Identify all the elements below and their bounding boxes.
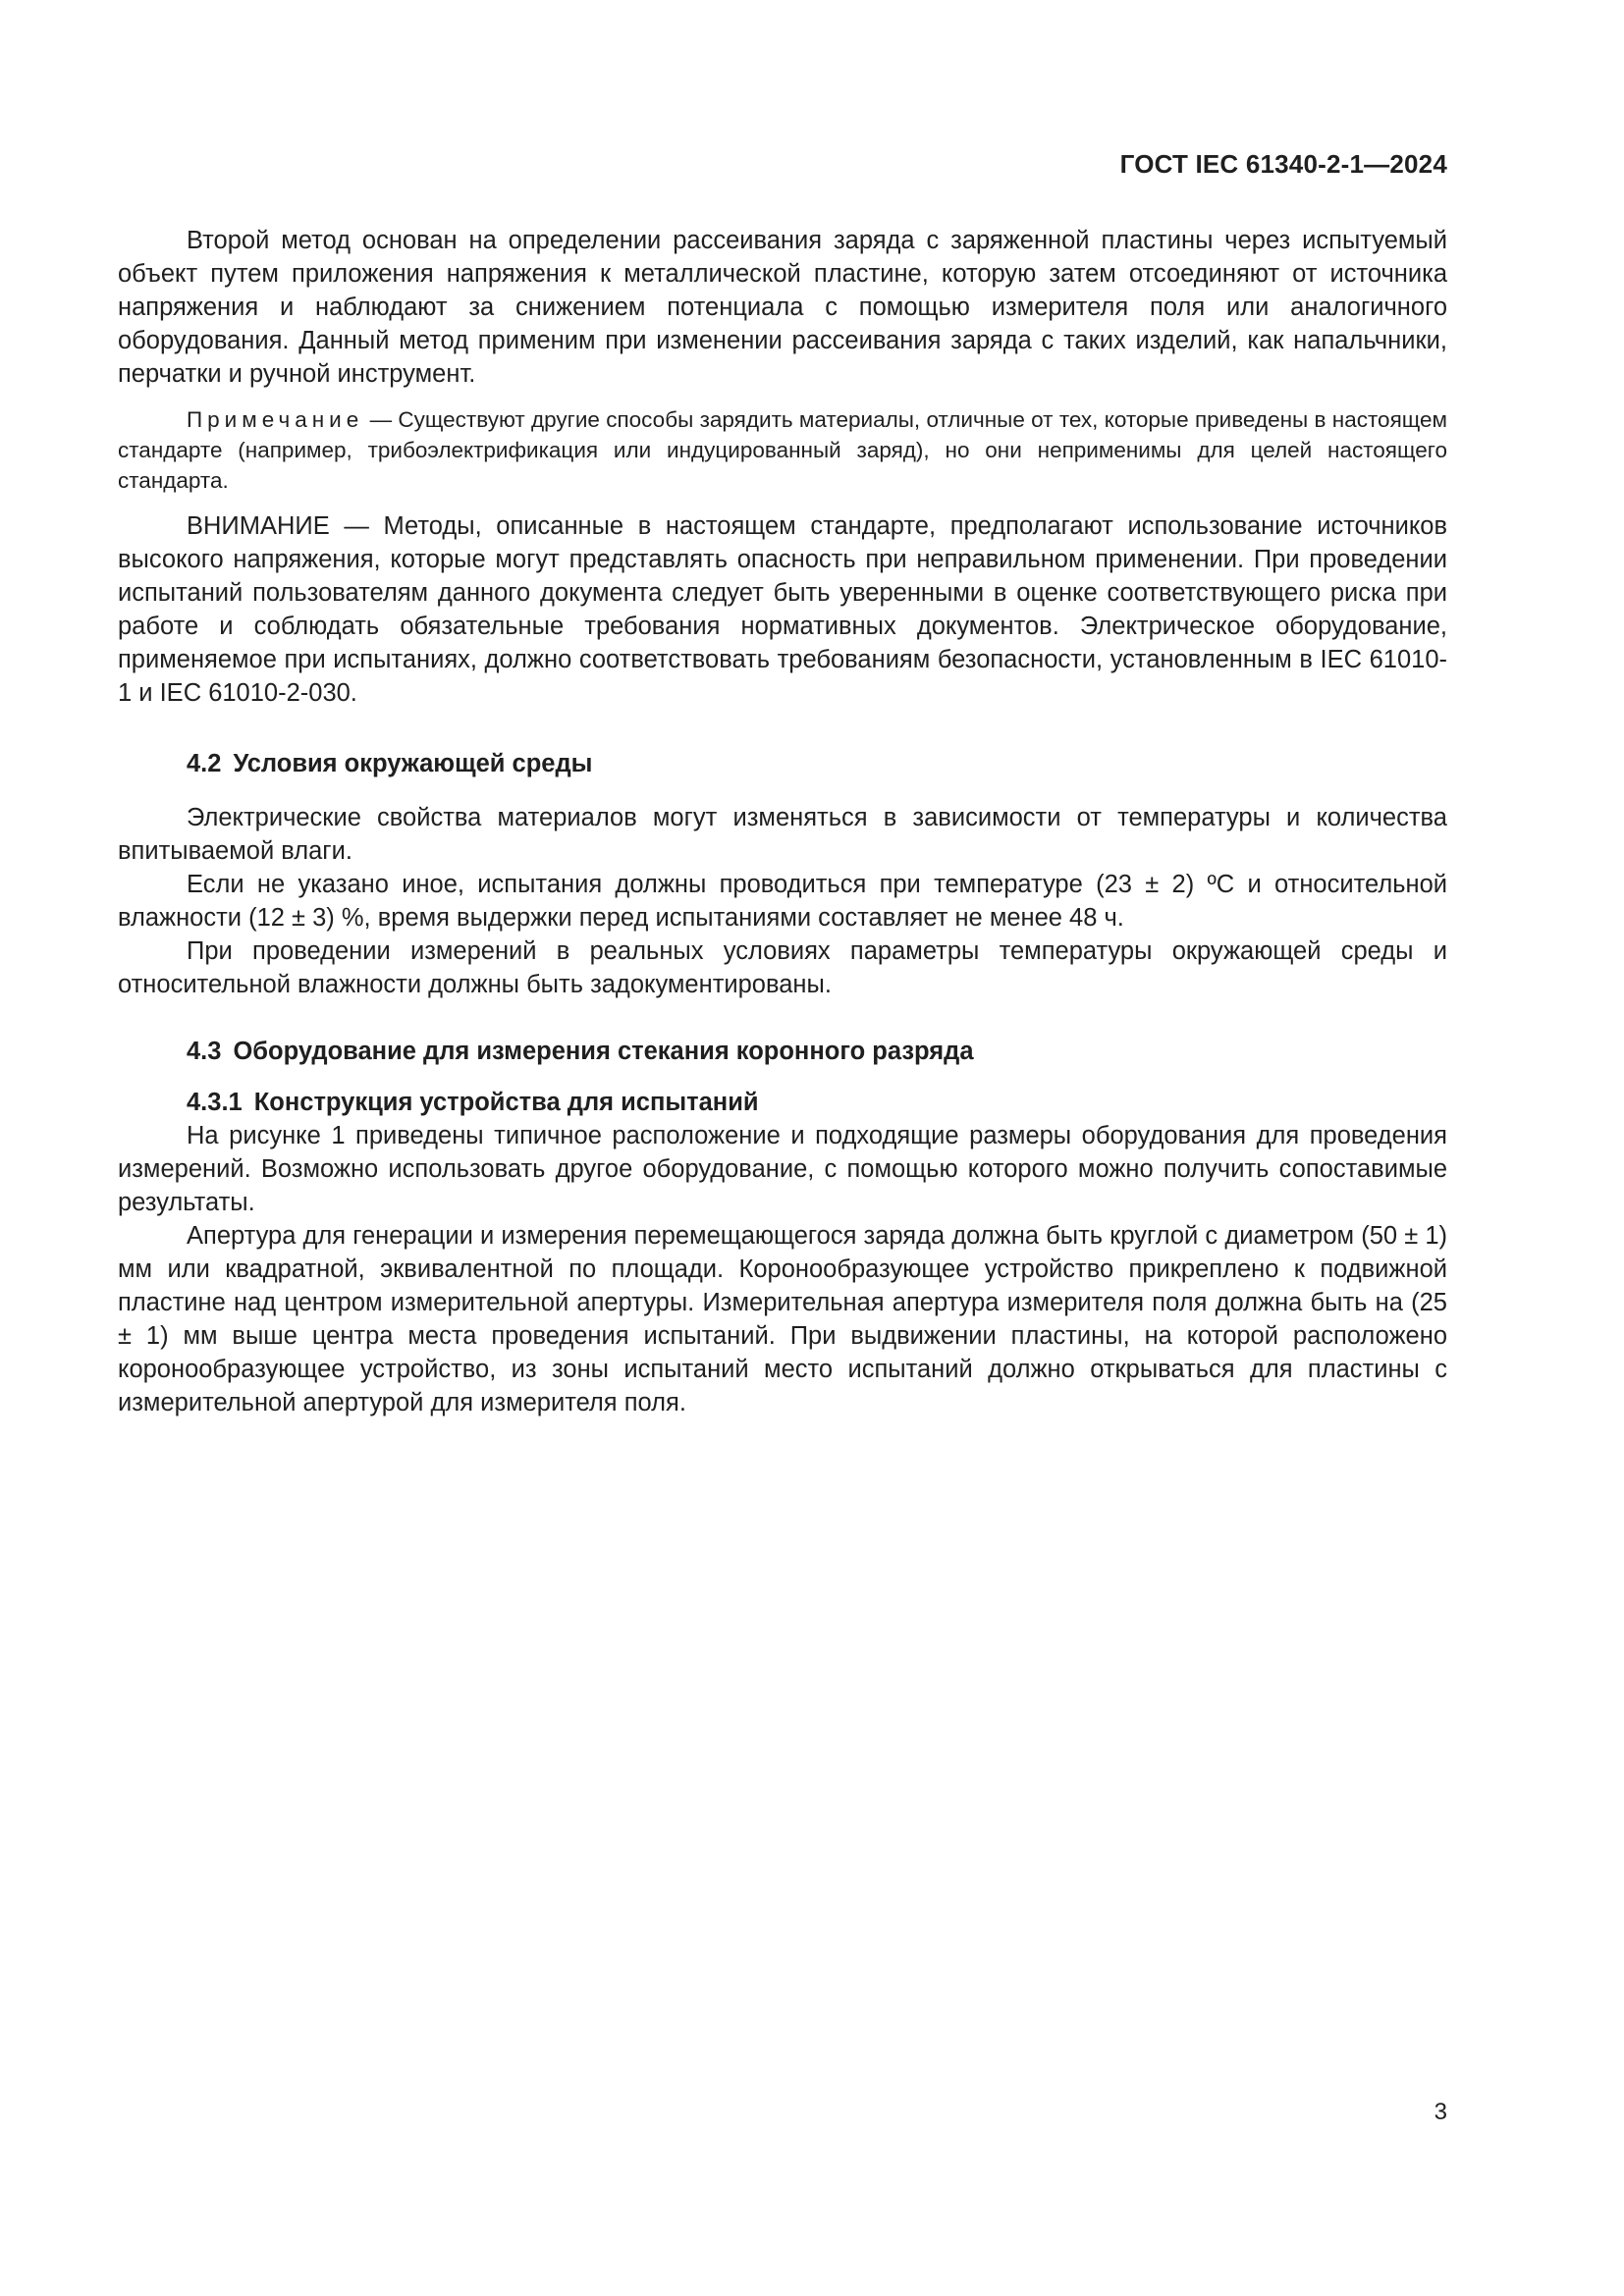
section-number: 4.2 [187, 750, 222, 777]
section-heading-4-2 [118, 747, 1447, 780]
section-heading-4-3 [118, 1035, 1447, 1068]
paragraph-device-1: На рисунке 1 приведены типичное расположение и подходящие размеры оборудования для проведения измерений. Возможно использовать другое оборудование, с помощью которого можно получить сопоставимые результаты. [118, 1122, 1447, 1216]
page-number: 3 [1434, 2099, 1447, 2125]
paragraph-environment-2: Если не указано иное, испытания должны проводиться при температуре (23 ± 2) ºС и относительной влажности (12 ± 3) %, время выдержки перед испытаниями составляет не менее 48 ч. [118, 871, 1447, 932]
section-title: Условия окружающей среды [233, 750, 593, 777]
document-designation: ГОСТ IEC 61340-2-1—2024 [1119, 149, 1447, 179]
paragraph-second-method: Второй метод основан на определении рассеивания заряда с заряженной пластины через испытуемый объект путем приложения напряжения к металлической пластине, которую затем отсоединяют от источника напряжения и наблюдают за снижением потенциала с помощью измерителя поля или аналогичного оборудования. Данный метод применим при изменении рассеивания заряда с таких изделий, как напальчники, перчатки и ручной инструмент. [118, 227, 1447, 388]
section-heading-4-3-1 [118, 1086, 1447, 1119]
note-label: Примечание [187, 407, 364, 432]
paragraph-environment-3: При проведении измерений в реальных условиях параметры температуры окружающей среды и относительной влажности должны быть задокументированы. [118, 937, 1447, 998]
note-text: — Существуют другие способы зарядить материалы, отличные от тех, которые приведены в настоящем стандарте (например, трибоэлектрификация или индуцированный заряд), но они неприменимы для целей настоящего стандарта. [118, 407, 1447, 493]
note-paragraph [118, 404, 1447, 496]
warning-paragraph: ВНИМАНИЕ — Методы, описанные в настоящем стандарте, предполагают использование источников высокого напряжения, которые могут представлять опасность при неправильном применении. При проведении испытаний пользователям данного документа следует быть уверенными в оценке соответствующего риска при работе и соблюдать обязательные требования нормативных документов. Электрическое оборудование, применяемое при испытаниях, должно соответствовать требованиям безопасности, установленным в IEC 61010-1 и IEC 61010-2-030. [118, 512, 1447, 707]
paragraph-device-2: Апертура для генерации и измерения перемещающегося заряда должна быть круглой с диаметром (50 ± 1) мм или квадратной, эквивалентной по площади. Коронообразующее устройство прикреплено к подвижной пластине над центром измерительной апертуры. Измерительная апертура измерителя поля должна быть на (25 ± 1) мм выше центра места проведения испытаний. При выдвижении пластины, на которой расположено коронообразующее устройство, из зоны испытаний место испытаний должно открываться для пластины с измерительной апертурой для измерителя поля. [118, 1222, 1447, 1416]
paragraph-environment-1: Электрические свойства материалов могут изменяться в зависимости от температуры и количества впитываемой влаги. [118, 804, 1447, 865]
section-title: Оборудование для измерения стекания коронного разряда [233, 1038, 974, 1065]
section-number: 4.3.1 [187, 1089, 243, 1116]
section-number: 4.3 [187, 1038, 222, 1065]
section-title: Конструкция устройства для испытаний [253, 1089, 759, 1116]
page-body [118, 224, 1447, 1419]
